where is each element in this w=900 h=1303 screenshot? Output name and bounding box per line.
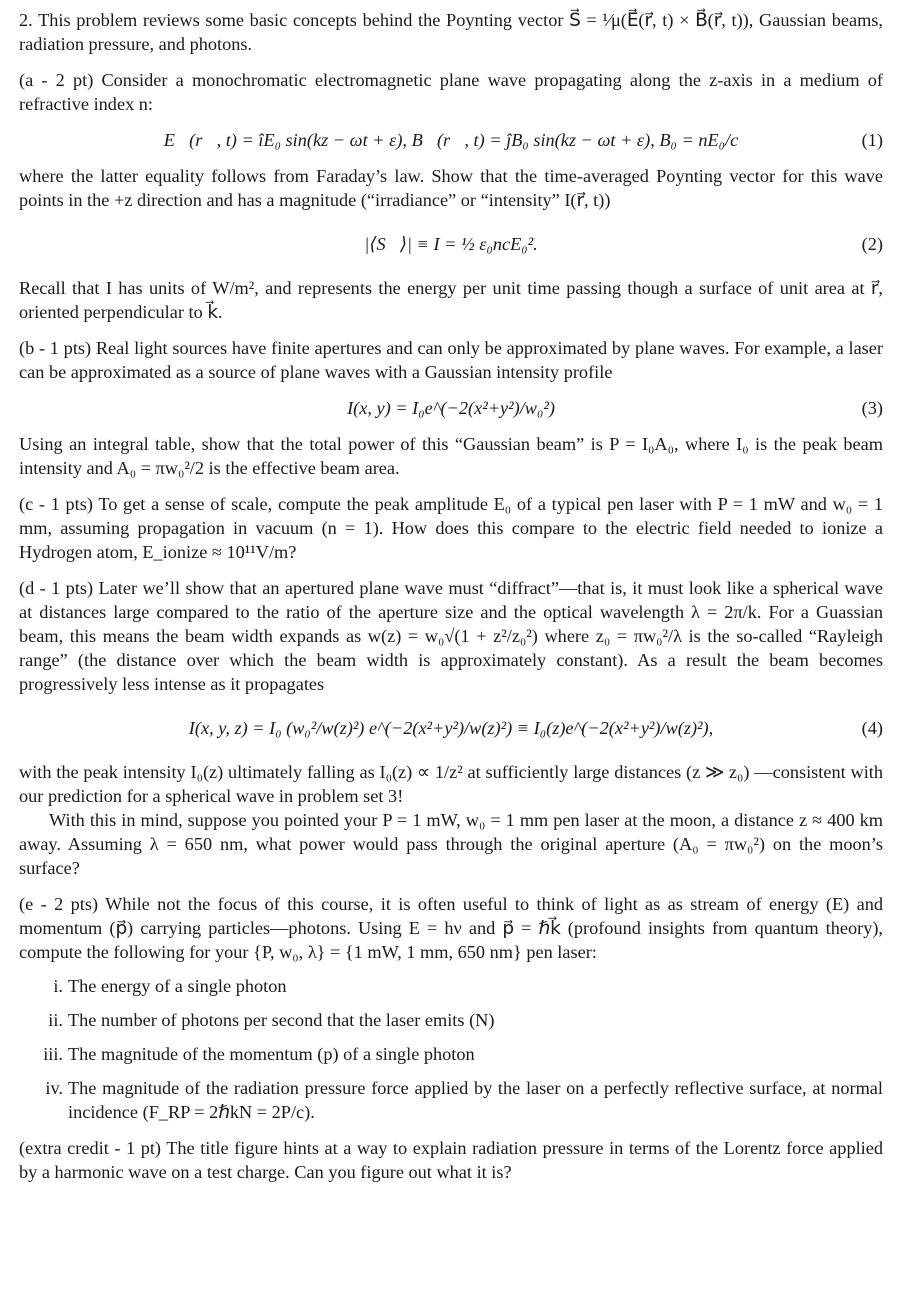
part-a-text: (a - 2 pt) Consider a monochromatic electromagnetic plane wave propagating along the z-axis in a medium of refractive index n: [19,70,883,114]
part-b-text-2: Using an integral table, show that the total power of this “Gaussian beam” is P = I₀A₀, where I₀ is the peak beam intensity and A₀ = πw₀²/2 is the effective beam area. [19,434,883,478]
equation-4-number: (4) [861,718,883,738]
list-item [19,974,883,998]
part-a-text-2: where the latter equality follows from Faraday’s law. Show that the time-averaged Poynting vector for this wave points in the +z direction and has a magnitude (“irradiance” or “intensity” I(r⃗, t)) [19,166,883,210]
part-b-text: (b - 1 pts) Real light sources have finite apertures and can only be approximated by plane waves. For example, a laser can be approximated as a source of plane waves with a Gaussian intensity profile [19,338,883,382]
part-e-list [19,974,883,1124]
equation-1-body: E⃗(r⃗, t) = îE₀ sin(kz − ωt + ε), B⃗(r⃗, t) = ĵB₀ sin(kz − ωt + ε), B₀ = nE₀/c [163,130,739,150]
equation-1 [19,122,883,158]
list-item-text: The number of photons per second that the laser emits (N) [68,1010,495,1030]
part-c-text: (c - 1 pts) To get a sense of scale, compute the peak amplitude E₀ of a typical pen laser with P = 1 mW and w₀ = 1 mm, assuming propagation in vacuum (n = 1). How does this compare to the electric field needed to ionize a Hydrogen atom, E_ionize ≈ 10¹¹V/m? [19,494,883,562]
list-item [19,1042,883,1066]
list-item-text: The magnitude of the momentum (p) of a single photon [68,1044,475,1064]
part-e-text: (e - 2 pts) While not the focus of this course, it is often useful to think of light as as stream of energy (E) and momentum (p⃗) carrying particles—photons. Using E = hν and p⃗ = ℏk⃗ (profound insights from quantum theory), compute the following for your {P, w₀, λ} = {1 mW, 1 mm, 650 nm} pen laser: [19,894,883,962]
list-marker: ii. [48,1010,63,1030]
part-a-text-3: Recall that I has units of W/m², and represents the energy per unit time passing though a surface of unit area at r⃗, oriented perpendicular to k⃗. [19,278,883,322]
problem-intro: 2. This problem reviews some basic concepts behind the Poynting vector S⃗ = ¹⁄μ(E⃗(r⃗, t) × B⃗(r⃗, t)), Gaussian beams, radiation pressure, and photons. [19,10,883,54]
equation-2-body: |⟨S⃗⟩| ≡ I = ½ ε₀ncE₀². [364,234,538,254]
equation-4 [19,702,883,754]
equation-2 [19,218,883,270]
list-marker: i. [53,976,63,996]
equation-3-body: I(x, y) = I₀e^(−2(x²+y²)/w₀²) [347,398,555,418]
part-d-text-2: with the peak intensity I₀(z) ultimately falling as I₀(z) ∝ 1/z² at sufficiently large distances (z ≫ z₀) —consistent with our prediction for a spherical wave in problem set 3! [19,762,883,806]
problem-page [19,8,883,1184]
list-item [19,1076,883,1124]
equation-3-number: (3) [861,398,883,418]
equation-3 [19,390,883,426]
extra-credit-text: (extra credit - 1 pt) The title figure hints at a way to explain radiation pressure in terms of the Lorentz force applied by a harmonic wave on a test charge. Can you figure out what it is? [19,1138,883,1182]
list-marker: iv. [45,1078,63,1098]
list-item [19,1008,883,1032]
equation-2-number: (2) [861,234,883,254]
equation-4-body: I(x, y, z) = I₀ (w₀²/w(z)²) e^(−2(x²+y²)/w(z)²) ≡ I₀(z)e^(−2(x²+y²)/w(z)²), [188,718,714,738]
part-d-text: (d - 1 pts) Later we’ll show that an apertured plane wave must “diffract”—that is, it must look like a spherical wave at distances large compared to the ratio of the aperture size and the optical wavelength λ = 2π/k. For a Guassian beam, this means the beam width expands as w(z) = w₀√(1 + z²/z₀²) where z₀ = πw₀²/λ is the so-called “Rayleigh range” (the distance over which the beam width is approximately constant). As a result the beam becomes progressively less intense as it propagates [19,578,883,694]
list-item-text: The energy of a single photon [68,976,287,996]
list-marker: iii. [43,1044,63,1064]
list-item-text: The magnitude of the radiation pressure force applied by the laser on a perfectly reflective surface, at normal incidence (F_RP = 2ℏkN = 2P/c). [68,1078,883,1122]
equation-1-number: (1) [861,130,883,150]
part-d-text-3: With this in mind, suppose you pointed your P = 1 mW, w₀ = 1 mm pen laser at the moon, a distance z ≈ 400 km away. Assuming λ = 650 nm, what power would pass through the original aperture (A₀ = πw₀²) on the moon’s surface? [19,810,883,878]
